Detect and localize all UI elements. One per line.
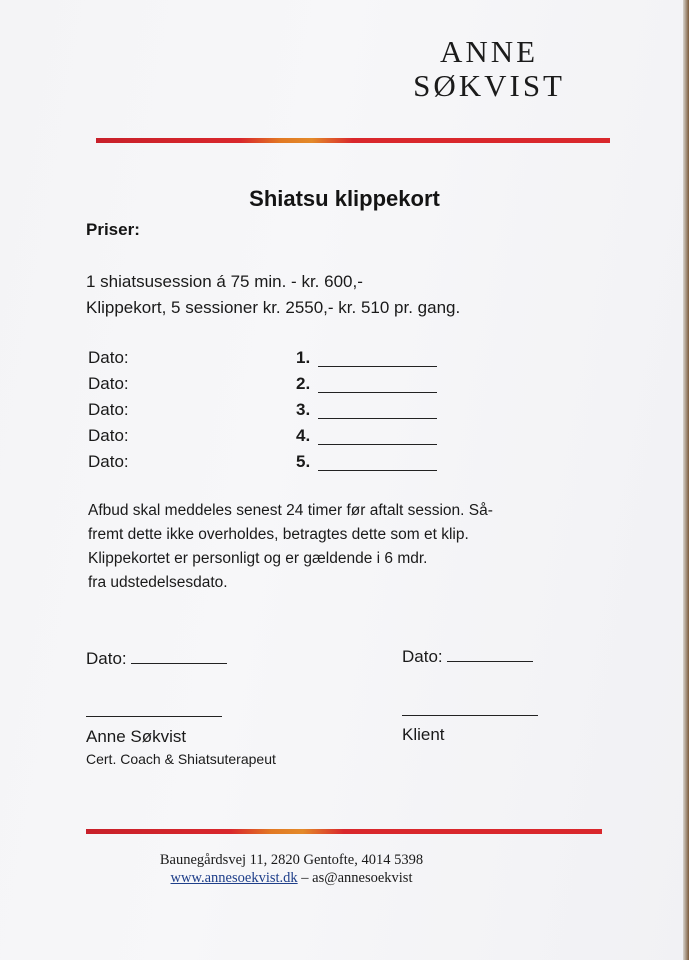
right-date-blank	[447, 647, 533, 662]
document-title: Shiatsu klippekort	[249, 186, 440, 211]
table-edge	[683, 0, 689, 960]
website-link[interactable]: www.annesoekvist.dk	[170, 870, 298, 886]
right-signature-line	[402, 715, 538, 716]
footer-address: Baunegårdsvej 11, 2820 Gentofte, 4014 5398	[159, 852, 424, 868]
session-row-3	[86, 400, 446, 424]
terms-paragraph	[88, 499, 493, 595]
left-date-label: Dato:	[86, 649, 127, 668]
logo-line-1: ANNE	[439, 34, 539, 69]
session-blank-line	[318, 470, 437, 471]
session-number: 3.	[296, 400, 311, 419]
terms-line-2: fremt dette ikke overholdes, betragtes dette som et klip.	[88, 526, 469, 543]
brand-logo	[413, 36, 565, 101]
session-number: 1.	[296, 348, 311, 367]
right-date-field	[402, 647, 533, 667]
price-line-1: 1 shiatsusession á 75 min. - kr. 600,-	[86, 272, 363, 291]
client-label: Klient	[402, 725, 445, 744]
terms-line-1: Afbud skal meddeles senest 24 timer før aftalt session. Så-	[88, 502, 493, 519]
session-row-4	[86, 426, 446, 450]
session-date-label: Dato:	[88, 426, 129, 445]
left-date-blank	[131, 649, 227, 664]
session-row-5	[86, 452, 446, 476]
left-date-field	[86, 649, 227, 669]
left-signature-line	[86, 716, 222, 717]
right-date-label: Dato:	[402, 647, 443, 666]
terms-line-3: Klippekortet er personligt og er gældende i 6 mdr.	[88, 550, 428, 567]
footer-contact	[0, 870, 583, 887]
logo-line-2: SØKVIST	[413, 68, 565, 103]
session-number: 4.	[296, 426, 311, 445]
session-date-label: Dato:	[88, 348, 129, 367]
terms-line-4: fra udstedelsesdato.	[88, 574, 228, 591]
session-blank-line	[318, 418, 437, 419]
session-number: 2.	[296, 374, 311, 393]
footer-email: as@annesoekvist	[312, 870, 413, 886]
session-blank-line	[318, 366, 437, 367]
bottom-divider	[86, 829, 602, 834]
top-divider	[96, 138, 610, 143]
session-date-label: Dato:	[88, 452, 129, 471]
session-blank-line	[318, 392, 437, 393]
session-date-label: Dato:	[88, 400, 129, 419]
therapist-name: Anne Søkvist	[86, 727, 187, 746]
session-number: 5.	[296, 452, 311, 471]
session-row-2	[86, 374, 446, 398]
session-date-label: Dato:	[88, 374, 129, 393]
session-blank-line	[318, 444, 437, 445]
price-line-2: Klippekort, 5 sessioner kr. 2550,- kr. 510 pr. gang.	[86, 298, 461, 317]
contact-separator: –	[297, 870, 313, 886]
prices-label: Priser:	[86, 220, 140, 239]
session-row-1	[86, 348, 446, 372]
therapist-title: Cert. Coach & Shiatsuterapeut	[86, 751, 276, 767]
